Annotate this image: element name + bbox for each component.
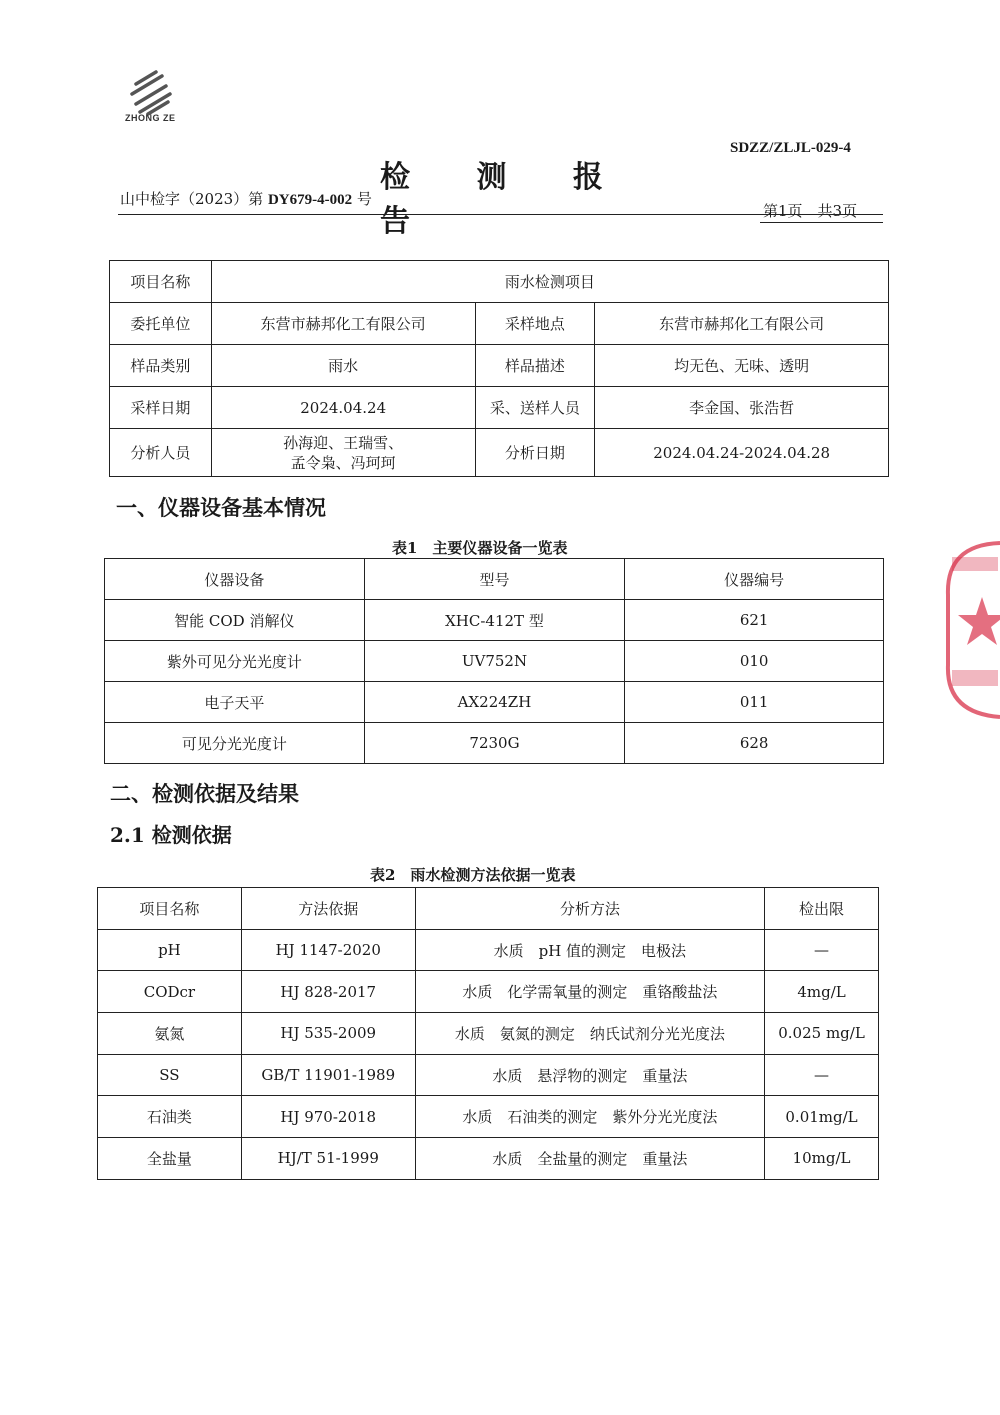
column-header: 分析方法	[415, 888, 764, 930]
table-row	[98, 1096, 879, 1138]
page-info-underline	[760, 222, 883, 223]
sampler-value: 李金国、张浩哲	[595, 387, 889, 429]
method-standard: HJ 535-2009	[241, 1013, 415, 1055]
site-label: 采样地点	[475, 303, 595, 345]
sample-desc-label: 样品描述	[475, 345, 595, 387]
equipment-id: 628	[625, 723, 884, 764]
detection-limit: —	[765, 929, 879, 971]
analysis-date-label: 分析日期	[475, 429, 595, 477]
column-header: 项目名称	[98, 888, 242, 930]
item-name: 石油类	[98, 1096, 242, 1138]
analyst-label: 分析人员	[110, 429, 212, 477]
table-header-row	[105, 559, 884, 600]
equipment-model: XHC-412T 型	[364, 600, 625, 641]
column-header: 仪器设备	[105, 559, 365, 600]
equipment-name: 可见分光光度计	[105, 723, 365, 764]
sample-type-value: 雨水	[211, 345, 475, 387]
table-row	[105, 723, 884, 764]
report-number-suffix: 号	[356, 190, 372, 208]
seal-stamp-icon	[938, 535, 1000, 725]
sample-type-label: 样品类别	[110, 345, 212, 387]
table-row	[98, 971, 879, 1013]
column-header: 方法依据	[241, 888, 415, 930]
item-name: CODcr	[98, 971, 242, 1013]
table-row	[98, 1054, 879, 1096]
column-header: 仪器编号	[625, 559, 884, 600]
section-2-heading: 二、检测依据及结果	[110, 781, 299, 806]
site-value: 东营市赫邦化工有限公司	[595, 303, 889, 345]
sample-desc-value: 均无色、无味、透明	[595, 345, 889, 387]
detection-limit: 4mg/L	[765, 971, 879, 1013]
table-row	[105, 641, 884, 682]
analyst-line-2: 孟令枭、冯珂珂	[290, 453, 396, 472]
document-code: SDZZ/ZLJL-029-4	[730, 140, 851, 156]
item-name: 全盐量	[98, 1138, 242, 1180]
table-row	[105, 600, 884, 641]
equipment-name: 智能 COD 消解仪	[105, 600, 365, 641]
item-name: 氨氮	[98, 1013, 242, 1055]
method-standard: HJ/T 51-1999	[241, 1138, 415, 1180]
method-table	[97, 887, 879, 1180]
detection-limit: 0.025 mg/L	[765, 1013, 879, 1055]
table-1-caption: 表1 主要仪器设备一览表	[392, 539, 568, 557]
section-2-1-heading: 2.1 检测依据	[110, 823, 232, 847]
page-title: 检 测 报 告	[380, 160, 631, 239]
analysis-method: 水质 化学需氧量的测定 重铬酸盐法	[415, 971, 764, 1013]
report-number	[120, 188, 372, 209]
equipment-model: 7230G	[364, 723, 625, 764]
client-value: 东营市赫邦化工有限公司	[211, 303, 475, 345]
detection-limit: 0.01mg/L	[765, 1096, 879, 1138]
client-label: 委托单位	[110, 303, 212, 345]
sampler-label: 采、送样人员	[475, 387, 595, 429]
section-1-heading: 一、仪器设备基本情况	[116, 495, 326, 520]
table-row	[98, 1138, 879, 1180]
report-number-code: DY679-4-002	[267, 192, 353, 208]
equipment-id: 621	[625, 600, 884, 641]
item-name: SS	[98, 1054, 242, 1096]
analysis-date-value: 2024.04.24-2024.04.28	[595, 429, 889, 477]
equipment-name: 紫外可见分光光度计	[105, 641, 365, 682]
page-info: 第1页 共3页	[763, 202, 858, 220]
table-row	[98, 929, 879, 971]
equipment-table	[104, 558, 884, 764]
table-row	[105, 682, 884, 723]
equipment-name: 电子天平	[105, 682, 365, 723]
detection-limit: —	[765, 1054, 879, 1096]
equipment-id: 010	[625, 641, 884, 682]
equipment-model: AX224ZH	[364, 682, 625, 723]
sample-info-table	[109, 260, 889, 477]
method-standard: HJ 1147-2020	[241, 929, 415, 971]
column-header: 检出限	[765, 888, 879, 930]
item-name: pH	[98, 929, 242, 971]
method-standard: HJ 970-2018	[241, 1096, 415, 1138]
analysis-method: 水质 石油类的测定 紫外分光光度法	[415, 1096, 764, 1138]
analyst-value	[211, 429, 475, 477]
table-row	[98, 1013, 879, 1055]
report-number-prefix: 山中检字（2023）第	[120, 190, 264, 208]
analysis-method: 水质 全盐量的测定 重量法	[415, 1138, 764, 1180]
analyst-line-1: 孙海迎、王瑞雪、	[283, 433, 404, 452]
equipment-model: UV752N	[364, 641, 625, 682]
analysis-method: 水质 悬浮物的测定 重量法	[415, 1054, 764, 1096]
table-2-caption: 表2 雨水检测方法依据一览表	[370, 866, 576, 884]
analysis-method: 水质 氨氮的测定 纳氏试剂分光光度法	[415, 1013, 764, 1055]
sample-date-label: 采样日期	[110, 387, 212, 429]
analysis-method: 水质 pH 值的测定 电极法	[415, 929, 764, 971]
detection-limit: 10mg/L	[765, 1138, 879, 1180]
logo-text: ZHONG ZE	[125, 113, 176, 123]
method-standard: GB/T 11901-1989	[241, 1054, 415, 1096]
equipment-id: 011	[625, 682, 884, 723]
project-label: 项目名称	[110, 261, 212, 303]
sample-date-value: 2024.04.24	[211, 387, 475, 429]
column-header: 型号	[364, 559, 625, 600]
project-value: 雨水检测项目	[211, 261, 888, 303]
header-divider	[118, 214, 883, 215]
table-header-row	[98, 888, 879, 930]
method-standard: HJ 828-2017	[241, 971, 415, 1013]
